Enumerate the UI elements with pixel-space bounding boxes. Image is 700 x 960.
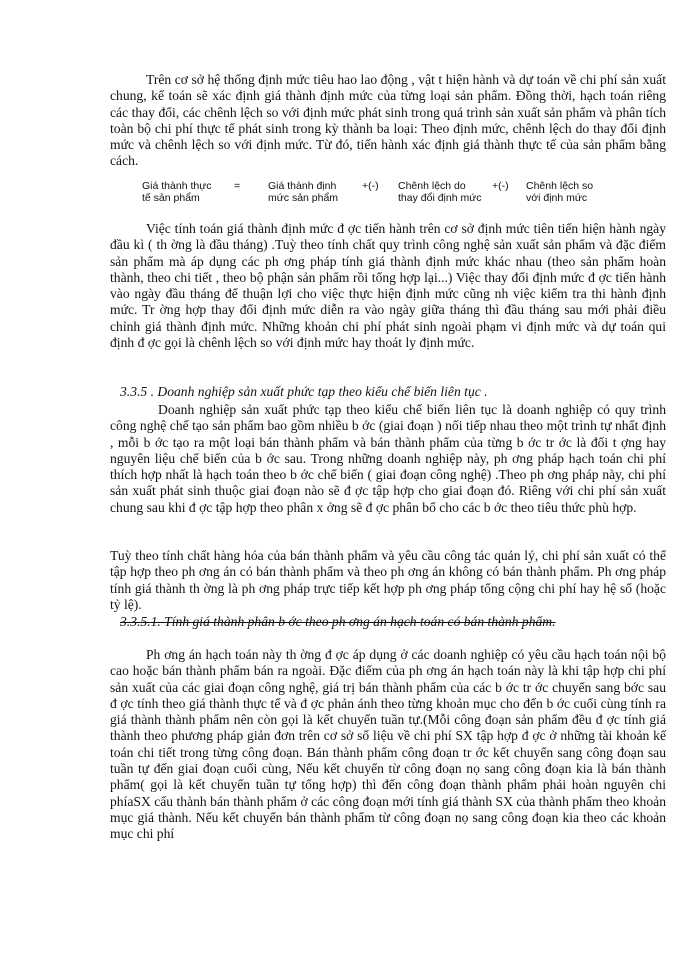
formula-plus-minus-1: +(-) <box>362 180 379 192</box>
formula-plus-minus-2: +(-) <box>492 180 509 192</box>
formula-standard-cost-label-1: Giá thành định <box>268 180 337 192</box>
formula-change-variance-label-1: Chênh lệch do <box>398 180 466 192</box>
formula-deviation-label-1: Chênh lệch so <box>526 180 594 192</box>
formula-deviation-label-2: với định mức <box>526 192 588 204</box>
formula-actual-cost-label-1: Giá thành thực <box>142 180 212 192</box>
formula-change-variance-label-2: thay đổi định mức <box>398 192 482 204</box>
paragraph-semi-finished-method: Ph ơng án hạch toán này th ờng đ ợc áp dụng ở các doanh nghiệp có yêu cầu hạch toán nội bộ cao hoặc bán thành phẩm bán ra ngoài. Đặc điểm của ph ơng án hạch toán này là khi tập hợp chi phí sản xuất của các giai đoạn công nghệ, giá trị bán thành phẩm của các b ớc tr ớc chuyển sang bớc sau đ ợc tính theo giá thành thực tế và đ ợc phản ánh theo từng khoản mục cho đến b ớc cuối cùng tính ra giá thành thành phẩm nên còn gọi là kết chuyển tuần tự.(Mỗi công đoạn sản phẩm đều đ ợc tính giá thành theo phương pháp giản đơn trên cơ sở số liệu về chi phí SX tập hợp đ ợc ở những tài khoản kế toán chi tiết trong từng công đoạn. Bán thành phẩm công đoạn tr ớc kết chuyển sang công đoạn sau tuần tự đến giai đoạn cuối cùng, Nếu kết chuyển từ công đoạn nọ sang công đoạn kia là bán thành phẩm( gọi là kết chuyển tuần tự tổng hợp) thì đến công đoạn thành phẩm phải hoàn nguyên chi phíaSX cấu thành bán thành phẩm ở các công đoạn mới tính giá thành SX của thành phẩm theo khoản mục giá thành. Nếu kết chuyển bán thành phẩm từ công đoạn nọ sang công đoạn kia theo các khoản mục chi phí <box>110 647 666 842</box>
paragraph-standard-cost-basis: Trên cơ sở hệ thống định mức tiêu hao lao động , vật t hiện hành và dự toán về chi phí sản xuất chung, kế toán sẽ xác định giá thành định mức của từng loại sản phẩm. Đồng thời, hạch toán riêng các thay đổi, các chênh lệch so với định mức phát sinh trong quá trình sản xuất sản phẩm và phân tích toàn bộ chi phí thực tế phát sinh trong kỳ thành ba loại: Theo định mức, chênh lệch do thay đổi định mức và chênh lệch so với định mức. Từ đó, tiến hành xác định giá thành thực tế của sản phẩm bằng cách. <box>110 72 666 169</box>
paragraph-cost-aggregation-options: Tuỳ theo tính chất hàng hóa của bán thành phẩm và yêu cầu công tác quản lý, chi phí sản xuất có thể tập hợp theo ph ơng án có bán thành phẩm và theo ph ơng án không có bán thành phẩm. Ph ơng pháp tính giá thành th ờng là ph ơng pháp trực tiếp kết hợp ph ơng pháp tổng cộng chi phí hay hệ số (hoặc tỷ lệ). <box>110 548 666 612</box>
formula-actual-cost-label-2: tế sản phẩm <box>142 192 200 204</box>
heading-3-3-5-1: 3.3.5.1. Tính giá thành phân b ớc theo ph ơng án hạch toán có bán thành phẩm. <box>120 614 556 629</box>
formula-standard-cost-label-2: mức sản phẩm <box>268 192 339 204</box>
paragraph-continuous-processing: Doanh nghiệp sản xuất phức tạp theo kiểu chế biến liên tục là doanh nghiệp có quy trình công nghệ chế tạo sản phẩm bao gồm nhiều b ớc (giai đoạn ) nối tiếp nhau theo một trình tự nhất định , mỗi b ớc tạo ra một loại bán thành phẩm và bán thành phẩm của từng b ớc tr ớc là đối t ợng hay nguyên liệu chế biến của b ớc sau. Trong những doanh nghiệp này, ph ơng pháp hạch toán chi phí thích hợp nhất là hạch toán theo b ớc chế biến ( giai đoạn công nghệ) .Theo ph ơng pháp này, chi phí sản xuất phát sinh thuộc giai đoạn nào sẽ đ ợc tập hợp cho giai đoạn đó. Riêng với chi phí sản xuất chung sau khi đ ợc tập hợp theo phân x ởng sẽ đ ợc phân bổ cho các b ớc theo tiêu thức phù hợp. <box>110 402 666 515</box>
formula-equals-sign: = <box>234 180 241 192</box>
paragraph-standard-cost-calculation: Việc tính toán giá thành định mức đ ợc tiến hành trên cơ sở định mức tiên tiến hiện hành ngày đầu kì ( th ờng là đầu tháng) .Tuỳ theo tính chất quy trình công nghệ sản xuất sản phẩm và đặc điểm sản phẩm mà áp dụng các ph ơng pháp tính giá thành định mức khác nhau (theo sản phẩm hoàn thành, theo chi tiết , theo bộ phận sản phẩm rồi tổng hợp lại...) Việc thay đổi định mức đ ợc tiến hành vào ngày đầu tháng để thuận lợi cho việc thực hiện định mức cũng nh việc kiểm tra thi hành định mức. Tr ờng hợp thay đổi định mức diễn ra vào ngày giữa tháng thì đầu tháng sau mới phải điều chỉnh giá thành định mức. Những khoản chi phí phát sinh ngoài phạm vi định mức và dự toán qui định đ ợc gọi là chênh lệch so với định mức hay thoát ly định mức. <box>110 221 666 351</box>
heading-3-3-5: 3.3.5 . Doanh nghiệp sản xuất phức tạp theo kiểu chế biến liên tục . <box>120 384 488 399</box>
